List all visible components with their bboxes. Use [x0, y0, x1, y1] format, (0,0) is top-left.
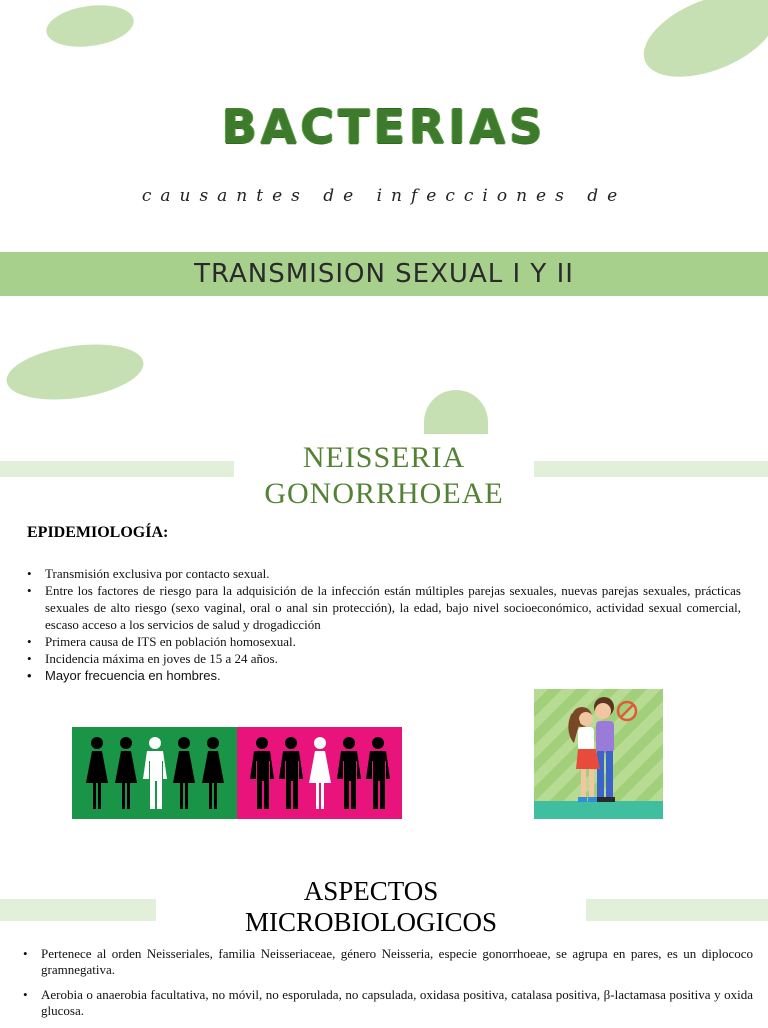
list-item: • Pertenece al orden Neisseriales, familia Neisseriaceae, género Neisseria, especie gonorrhoeae, se agrupa en pares, es un diplococo gramnegativa.: [23, 946, 753, 978]
title-band: [0, 252, 768, 296]
people-panel-pink: [237, 727, 402, 819]
man-figure-icon: [249, 735, 275, 811]
woman-figure-icon: [113, 735, 139, 811]
heading-line: NEISSERIA: [302, 441, 466, 474]
microbiology-list: [23, 946, 753, 1028]
list-item: • Entre los factores de riesgo para la adquisición de la infección están múltiples parejas sexuales, nuevas parejas sexuales, prácticas sexuales de alto riesgo (sexo vaginal, oral o anal sin protección), la edad, bajo nivel socioeconómico, actividad sexual comercial, escaso acceso a los servicios de salud y drogadicción: [27, 582, 741, 633]
heading-line: GONORRHOEAE: [264, 477, 504, 510]
people-panel-green: [72, 727, 237, 819]
woman-figure-icon: [200, 735, 226, 811]
list-item: • Primera causa de ITS en población homosexual.: [27, 633, 741, 650]
section-heading-neisseria: [234, 440, 534, 512]
page-title: BACTERIAS: [221, 100, 547, 154]
man-figure-icon: [142, 735, 168, 811]
woman-figure-icon: [307, 735, 333, 811]
epidemiology-list: [27, 565, 741, 684]
list-item: • Incidencia máxima en joves de 15 a 24 años.: [27, 650, 741, 667]
list-item: • Mayor frecuencia en hombres.: [27, 667, 741, 684]
people-group-illustration: [72, 727, 402, 819]
man-figure-icon: [278, 735, 304, 811]
list-item: • Transmisión exclusiva por contacto sexual.: [27, 565, 741, 582]
decorative-blob: [632, 0, 768, 94]
divider-strip: [0, 461, 234, 477]
man-figure-icon: [336, 735, 362, 811]
woman-figure-icon: [171, 735, 197, 811]
page-subtitle: causantes de infecciones de: [141, 186, 627, 206]
list-item: • Aerobia o anaerobia facultativa, no móvil, no esporulada, no capsulada, oxidasa positiva, catalasa positiva, β-lactamasa positiva y oxida glucosa.: [23, 987, 753, 1019]
divider-strip: [0, 899, 156, 921]
kissing-couple-illustration: [534, 689, 663, 819]
epidemiology-heading: EPIDEMIOLOGÍA:: [27, 524, 169, 541]
couple-icon: [534, 689, 663, 819]
woman-figure-icon: [84, 735, 110, 811]
section-heading-aspectos: [156, 876, 586, 938]
heading-line: ASPECTOS: [303, 876, 439, 906]
divider-strip: [534, 461, 768, 477]
heading-line: MICROBIOLOGICOS: [244, 907, 498, 937]
divider-strip: [586, 899, 768, 921]
decorative-blob: [424, 390, 488, 434]
decorative-blob: [3, 337, 147, 408]
man-figure-icon: [365, 735, 391, 811]
band-text: TRANSMISION SEXUAL I Y II: [194, 259, 574, 289]
decorative-blob: [44, 0, 137, 52]
